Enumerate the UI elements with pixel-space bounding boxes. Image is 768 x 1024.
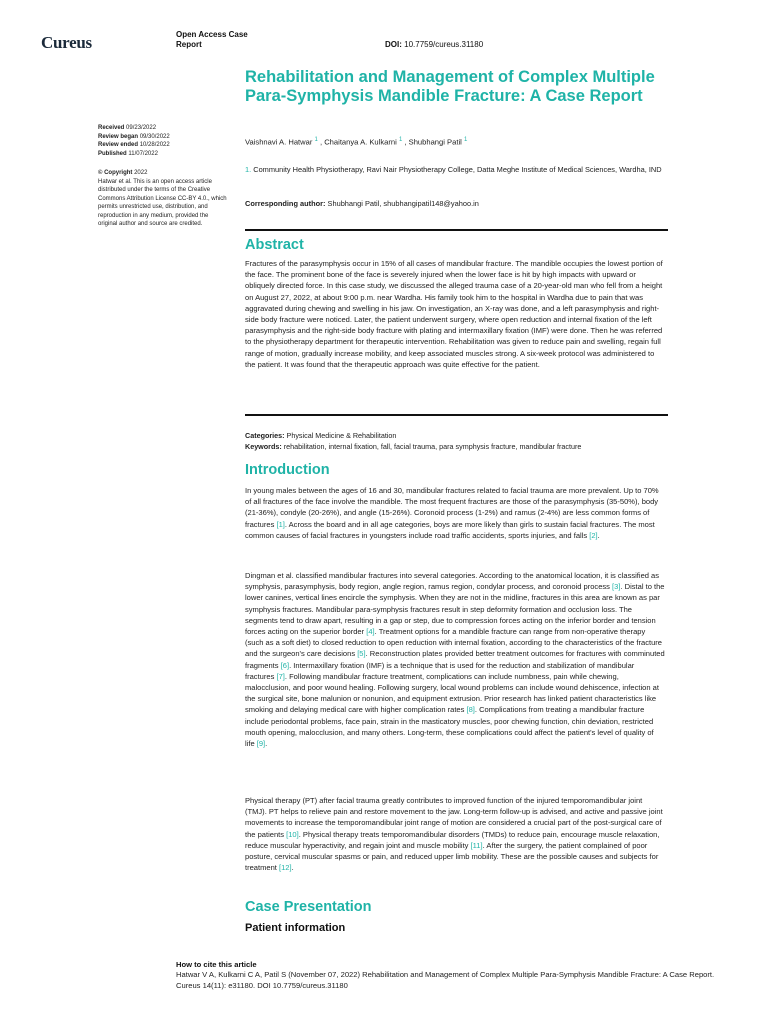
- corresponding-value[interactable]: Shubhangi Patil, shubhangipatil148@yahoo.in: [327, 199, 479, 208]
- paragraph-text: .: [291, 863, 294, 873]
- introduction-heading: Introduction: [245, 462, 330, 478]
- citation-reference-link[interactable]: [1]: [276, 519, 285, 529]
- paragraph-text: Dingman et al. classified mandibular fractures into several categories. According to the anatomical location, it is classified as symphysis, parasymphysis, body region, angle region, ramus region, condylar process, and coronoid process: [245, 571, 660, 592]
- case-presentation-heading: Case Presentation: [245, 899, 372, 915]
- publication-dates: [98, 124, 228, 158]
- categories-label: Categories:: [245, 431, 285, 440]
- patient-information-heading: Patient information: [245, 922, 346, 934]
- author-list: Vaishnavi A. Hatwar $^1$ , Chaitanya A. Kulkarni $^1$ , Shubhangi Patil $^1$: [245, 137, 468, 147]
- author-name[interactable]: Shubhangi Patil: [408, 137, 462, 147]
- paragraph-text: . Complications from treating a mandibular fracture include periodontal problems, face pain, strain in the masticatory muscles, poor chewing function, chin deviation, restricted mouth opening, malocclusion, and many others. Long-term, these complications could affect the patient's level of quality of life: [245, 705, 654, 749]
- published-label: Published: [98, 150, 127, 157]
- intro-paragraph-3: [245, 795, 665, 873]
- received-date: 09/23/2022: [126, 125, 157, 131]
- citation-reference-link[interactable]: [9]: [256, 739, 266, 749]
- paragraph-text: In young males between the ages of 16 and 30, mandibular fractures related to facial trauma are more prevalent. Up to 70% of all fractures of the face involve the mandible. The most frequent fractures are those of the parasymphysis (35-50%), body (21-36%), condyle (20-26%), and angle (15-26%). Coronoid process (1-2%) and ramus (2-4%) are less common forms of fractures: [245, 486, 659, 529]
- author-name[interactable]: Chaitanya A. Kulkarni: [324, 137, 397, 147]
- author-affil-sup[interactable]: 1: [463, 137, 468, 143]
- copyright-block: [98, 169, 228, 229]
- doi-value[interactable]: 10.7759/cureus.31180: [404, 40, 484, 49]
- author-name[interactable]: Vaishnavi A. Hatwar: [245, 137, 313, 147]
- article-title: Rehabilitation and Management of Complex Multiple Para-Symphysis Mandible Fracture: A Case Report: [245, 68, 655, 105]
- paragraph-text: . Following mandibular fracture treatment, complications can include numbness, pain while chewing, malocclusion, and poor wound healing. Following surgery, local wound problems can include wound dehiscence, infection at the surgical site, bone malunion or nonunion, and equipment extrusion. Prior research has linked patient characteristics like smoking and delaying medical care with higher complication rates: [245, 671, 659, 715]
- corresponding-label: Corresponding author:: [245, 199, 326, 208]
- doi-label: DOI:: [385, 40, 402, 49]
- section-divider: [245, 229, 668, 231]
- paragraph-text: . Reconstruction plates provided better treatment outcomes for fractures with comminuted fragments: [245, 649, 665, 670]
- citation-reference-link[interactable]: [2]: [589, 530, 598, 540]
- citation-reference-link[interactable]: [6]: [280, 660, 290, 670]
- citation-reference-link[interactable]: [11]: [470, 840, 483, 850]
- doi[interactable]: [385, 40, 483, 49]
- author-affil-sup[interactable]: 1: [314, 137, 318, 143]
- received-label: Received: [98, 125, 125, 131]
- intro-paragraph-1: [245, 485, 665, 541]
- citation-heading: How to cite this article: [176, 960, 257, 969]
- section-divider: [245, 414, 668, 416]
- abstract-heading: Abstract: [245, 237, 304, 253]
- abstract-text: Fractures of the parasymphysis occur in 15% of all cases of mandibular fracture. The mandible occupies the lowest portion of the face. The prominent bone of the face is severely injured when the lower face is hit by high impacts with upward or obliquely directed force. In this case study, we discussed the alleged trauma case of a 20-year-old man who fell from a height on August 27, 2022, at about 9:00 p.m. near Wardha. His family took him to the hospital in Wardha due to pain that was aggravated during chewing and swelling in his jaw. On investigation, an X-ray was done, and a left parasymphysis and right-side body fracture were noticed. Later, the patient underwent surgery, where open reduction and internal fixation of the left parasymphysis and the right-side body fracture with plating and intermaxillary fixation (IMF) were done. Then he was referred to the physiotherapy department for therapeutic intervention. Rehabilitation was given to reduce pain and swelling, regain full range of motion, gradually increase mobility, and keep associated muscles strong. A six-week protocol was administered to the patient. It was found that the therapeutic approach was quite effective for the patient.: [245, 259, 663, 369]
- paragraph-text: . Distal to the lower canines, vertical lines encircle the symphysis. When they are not in the midline, fractures in this area are known as par symphysis fractures. Mandibular para-symphysis fractures result in step deformity formation and occlusion loss. The segments tend to draw apart, resulting in a gap or step, due to compression forces acting on the inferior border and tension forces acting on the superior border: [245, 582, 665, 637]
- citation-reference-link[interactable]: [7]: [276, 671, 285, 681]
- corresponding-author: [245, 199, 665, 208]
- citation-reference-link[interactable]: [4]: [366, 627, 375, 637]
- categories-value[interactable]: Physical Medicine & Rehabilitation: [286, 431, 397, 440]
- paragraph-text: . Treatment options for a mandible fracture can range from non-operative therapy (such as a soft diet) to closed reduction to open reduction with internal fixation, according to the characteristics of the fracture and the surgeon's care decisions: [245, 627, 662, 659]
- review-began-date: 09/30/2022: [139, 133, 170, 140]
- copyright-label: © Copyright: [98, 170, 133, 176]
- review-began-label: Review began: [98, 133, 139, 140]
- paragraph-text: .: [265, 739, 268, 749]
- citation-reference-link[interactable]: [8]: [466, 705, 475, 715]
- intro-paragraph-2: [245, 570, 665, 749]
- review-ended-date: 10/28/2022: [139, 142, 170, 148]
- affiliation-text: Community Health Physiotherapy, Ravi Nair Physiotherapy College, Datta Meghe Institute of Medical Sciences, Wardha, IND: [253, 165, 662, 174]
- paragraph-text: Physical therapy (PT) after facial trauma greatly contributes to improved function of the injured temporomandibular joint (TMJ). PT helps to relieve pain and restore movement to the jaw. Long-term follow-up is advised, and active and passive joint movements to increase the temporomandibular joint range of motion are considered a crucial part of the post-surgical care of the patients: [245, 796, 663, 839]
- citation-reference-link[interactable]: [10]: [286, 829, 299, 839]
- citation-reference-link[interactable]: [5]: [357, 649, 366, 659]
- citation-reference-link[interactable]: [12]: [278, 863, 292, 873]
- article-type-label: Open Access Case Report: [176, 30, 248, 49]
- author-affil-sup[interactable]: 1: [398, 137, 403, 143]
- paragraph-text: . After the surgery, the patient complained of poor posture, cervical muscular spasms or pain, and reduced upper limb mobility. These are the possible causes and subjects for treatment: [245, 840, 659, 873]
- citation-text: Hatwar V A, Kulkarni C A, Patil S (November 07, 2022) Rehabilitation and Management of Complex Multiple Para-Symphysis Mandible Fracture: A Case Report. Cureus 14(11): e31180. DOI 10.7759/cureus.31180: [176, 970, 715, 990]
- keywords-value: rehabilitation, internal fixation, fall, facial trauma, para symphysis fracture, mandibular fracture: [283, 442, 582, 451]
- published-date: 11/07/2022: [128, 150, 158, 157]
- article-meta: [245, 430, 668, 452]
- journal-logo: Cureus: [41, 33, 92, 52]
- copyright-year: 2022: [134, 170, 148, 176]
- paragraph-text: .: [597, 530, 600, 540]
- affiliation: [245, 164, 665, 175]
- citation-reference-link[interactable]: [3]: [612, 582, 621, 592]
- paragraph-text: . Across the board and in all age categories, boys are more likely than girls to sustain facial fractures. The most common causes of facial fractures in youngsters include road traffic accidents, sports injuries, and falls: [245, 519, 655, 540]
- paragraph-text: . Intermaxillary fixation (IMF) is a technique that is used for the reduction and stabilization of mandibular fractures: [245, 660, 635, 681]
- keywords-label: Keywords:: [245, 442, 282, 451]
- license-text: Hatwar et al. This is an open access article distributed under the terms of the Creative Commons Attribution License CC-BY 4.0., which permits unrestricted use, distribution, and reproduction in any medium, provided the original author and source are credited.: [98, 178, 227, 227]
- paragraph-text: . Physical therapy treats temporomandibular disorders (TMDs) to reduce pain, encourage muscle relaxation, reduce muscular hyperactivity, and regain joint and muscle mobility: [245, 829, 660, 850]
- affiliation-number: 1.: [245, 165, 252, 174]
- review-ended-label: Review ended: [98, 142, 139, 148]
